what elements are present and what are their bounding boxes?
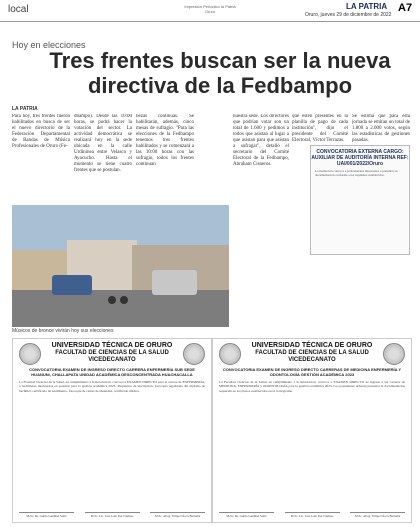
signatures (219, 512, 405, 518)
signature: M.Sc. Abog. Felipe Choca Bernabé (150, 512, 205, 518)
dateline: Oruro, jueves 29 de diciembre de 2022 (305, 12, 392, 18)
signature: M.Sc. Lic. Jose Luis Paz Campos (285, 512, 340, 518)
university-seal-icon (219, 343, 241, 365)
notice-title: CONVOCATORIA EXAMEN DE INGRESO DIRECTO CARRERAS DE MEDICINA ENFERMERÍA Y ODONTOLOGÍA GESTIÓN ACADÉMICA 2023 (222, 367, 402, 377)
article-headline: Tres frentes buscan ser la nueva directiva de la Fedbampo (49, 48, 391, 98)
signature: M.Sc. Abog. Felipe Choca Bernabé (350, 512, 405, 518)
notice-title: CONVOCATORIA EXTERNA CARGO: AUXILIAR DE AUDITORÍA INTERNA REF: UAI/001/2022/Oruro (311, 149, 409, 167)
notice-university: UNIVERSIDAD TÉCNICA DE ORURO (251, 342, 373, 349)
section-label: local (8, 4, 29, 15)
notice-title: CONVOCATORIA EXAMEN DE INGRESO DIRECTO CARRERA ENFERMERÍA SUB SEDE HUANUNI, CHALLAPATA UNIDAD ACADÉMICA DESCONCENTRADA HUACHACALLA (29, 367, 195, 377)
notice-body: La Facultad Ciencias de la Salud, en cumplimiento a la Resolución, convoca a EXAMEN DIRECTO de ingreso a las carreras de MEDICINA, ENFERMERÍA y ODONTOLOGÍA para la gestión académica 2023. Los postulantes deberán presentar la documentación requerida en los plazos establecidos en el cronograma. (219, 380, 405, 393)
article-column-2 (74, 114, 132, 204)
university-notice-right (212, 338, 412, 523)
page-header (0, 0, 420, 22)
article-column-6 (352, 114, 410, 144)
article-kicker: Hoy en elecciones (12, 40, 86, 50)
signature: M.Sc. Dr. Guido Guzman Soliz (19, 512, 74, 518)
signatures (19, 512, 205, 518)
article-source: LA PATRIA (12, 106, 38, 112)
article-text: Para hoy, tres frentes fueron habilitados en busca de ser el nuevo directorio de la Federación Departamental de Bandas de Música Profesionales de Oruro (Fe- (12, 114, 70, 149)
newspaper-logo: LA PATRIA (346, 2, 388, 11)
article-text: Se estima que para esta jornada se emitan un total de 1.800 a 2.000 votos, según las estadísticas de gestiones pasadas. (352, 114, 410, 143)
article-text: bezas continuas. Se habilitarán, además, cinco mesas de sufragio. "Para las elecciones de la Fedbampo tenemos tres frentes habilitados y se comenzará a las 10:00 horas con las sufragio, todos los frentes continuan (136, 114, 194, 167)
photo-caption: Músicos de bronce vivirán hoy sus elecciones (12, 328, 114, 334)
article-column-1 (12, 114, 70, 204)
notice-vicedean: VICEDECANATO (288, 357, 336, 363)
notice-body: La Facultad Ciencias de la Salud, en cumplimiento a la Resolución, convoca a EXAMEN DIRECTO para la carrera de ENFERMERÍA, a bachilleres interesados en postular para la gestión académica 2023. Requisitos de inscripción: fotocopia legalizada del diploma de bachiller, certificado de nacimiento, fotocopia de carnet de identidad, certificado médico. (19, 380, 205, 393)
notice-vicedean: VICEDECANATO (88, 357, 136, 363)
university-notice-left (12, 338, 212, 523)
faculty-seal-icon (383, 343, 405, 365)
signature: M.Sc. Dr. Guido Guzman Soliz (219, 512, 274, 518)
external-call-notice (310, 145, 410, 255)
article-text: que estén presentes en la planilla de pago de cada institución", dijo el presidente del Comité Electoral, Víctor Terrazas. (292, 114, 348, 143)
article-text: nuestra sede. Los directores que podrían votar son un total de 1.600 y pedimos a todos que asistan al lugar a que asistan para que asistan a sufragar", detalló el secretario del Comité Electoral de la Fedbampo, Abraham Cisneros. (233, 114, 289, 167)
notice-faculty: FACULTAD DE CIENCIAS DE LA SALUD (255, 350, 369, 356)
notice-faculty: FACULTAD DE CIENCIAS DE LA SALUD (55, 350, 169, 356)
faculty-seal-icon (183, 343, 205, 365)
article-text: dbampo). Desde las 10:00 horas, se podrá hacer la votación del sector. La actividad democrática se realizará hoy en la sede ubicada en la calle Urdininea entre Velasco y Ayacucho. Hasta el momento se tiene cuatro frentes que se postulan. (74, 114, 132, 173)
printer-note: Impresión Periódico la Patria Oruro (184, 4, 236, 14)
article-column-4 (233, 114, 289, 330)
notice-body: La institución convoca a profesionales interesados a presentar su documentación conforme a los requisitos establecidos. (315, 169, 398, 177)
article-column-5 (292, 114, 348, 144)
article-column-3 (136, 114, 194, 204)
article-photo (12, 205, 229, 327)
notice-university: UNIVERSIDAD TÉCNICA DE ORURO (51, 342, 173, 349)
page-number: A7 (398, 2, 413, 14)
university-seal-icon (19, 343, 41, 365)
signature: M.Sc. Lic. Jose Luis Paz Campos (85, 512, 140, 518)
street-scene-image (12, 205, 229, 327)
